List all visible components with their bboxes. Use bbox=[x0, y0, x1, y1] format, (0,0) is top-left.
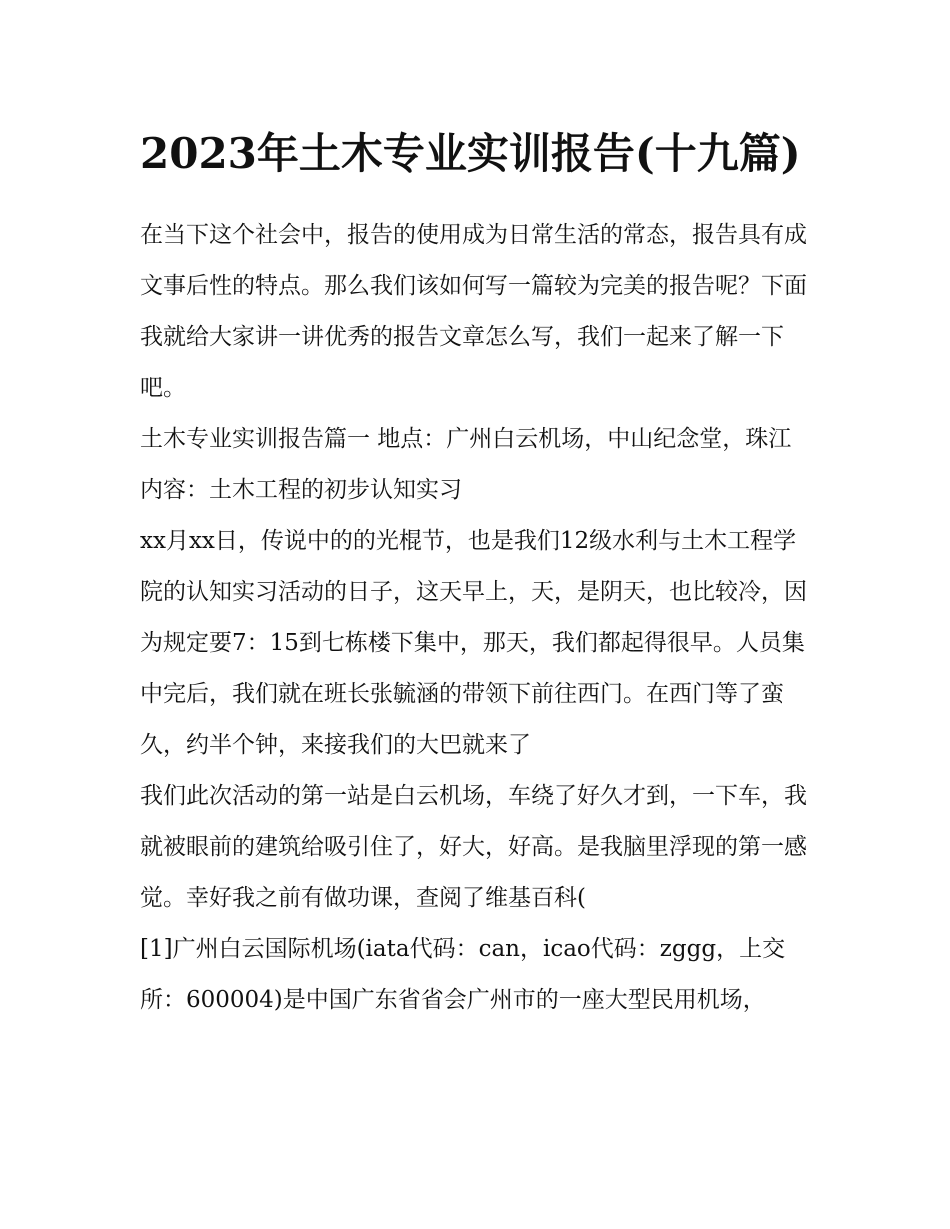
paragraph-airport-info: [1]广州白云国际机场(iata代码：can，icao代码：zggg，上交所：600004)是中国广东省省会广州市的一座大型民用机场， bbox=[140, 936, 786, 1013]
paragraph-intro: 在当下这个社会中，报告的使用成为日常生活的常态，报告具有成文事后性的特点。那么我们该如何写一篇较为完美的报告呢？下面我就给大家讲一讲优秀的报告文章怎么写，我们一起来了解一下吧。 bbox=[140, 222, 807, 401]
document-page bbox=[140, 108, 815, 1026]
paragraph-departure: xx月xx日，传说中的的光棍节，也是我们12级水利与土木工程学院的认知实习活动的日子，这天早上，天，是阴天，也比较冷，因为规定要7：15到七栋楼下集中，那天，我们都起得很早。人员集中完后，我们就在班长张毓涵的带领下前往西门。在西门等了蛮久，约半个钟，来接我们的大巴就来了 bbox=[140, 528, 807, 758]
paragraph-airport-visit: 我们此次活动的第一站是白云机场，车绕了好久才到，一下车，我就被眼前的建筑给吸引住了，好大，好高。是我脑里浮现的第一感觉。幸好我之前有做功课，查阅了维基百科( bbox=[140, 783, 807, 911]
document-body bbox=[140, 210, 815, 1026]
paragraph-report-heading: 土木专业实训报告篇一 地点：广州白云机场，中山纪念堂，珠江 内容：土木工程的初步认知实习 bbox=[140, 426, 792, 503]
document-title: 2023年土木专业实训报告(十九篇) bbox=[140, 129, 801, 178]
